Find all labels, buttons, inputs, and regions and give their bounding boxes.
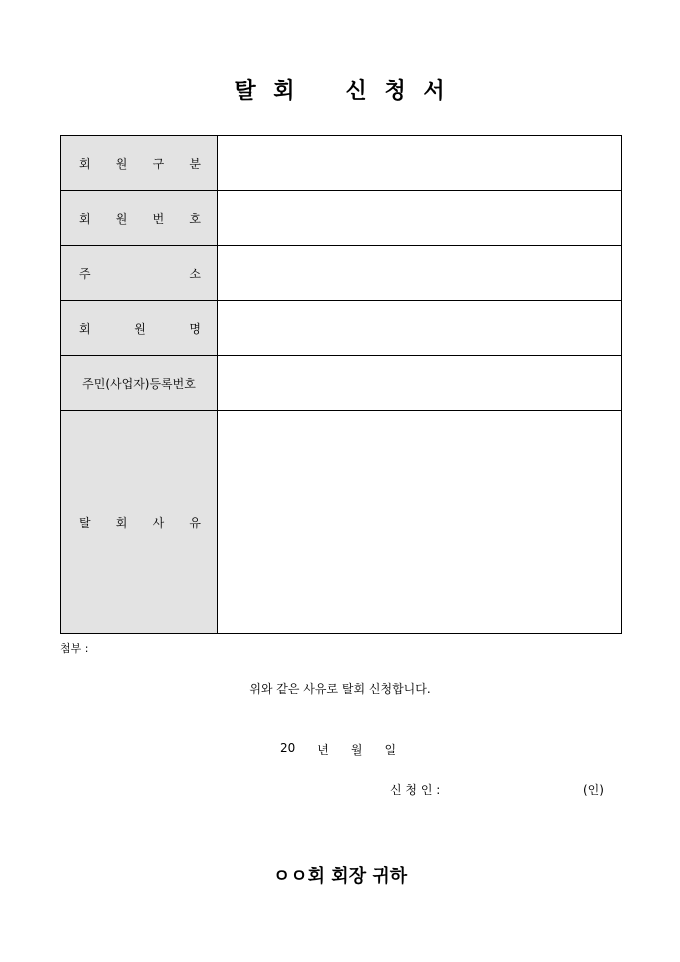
label-char: 원 xyxy=(115,211,128,226)
label-withdrawal-reason xyxy=(61,411,218,634)
form-row-member-number xyxy=(61,191,622,246)
label-char: 분 xyxy=(189,156,201,171)
label-char: 주 xyxy=(79,266,91,281)
withdrawal-reason-field[interactable] xyxy=(218,411,622,634)
label-char: 회 xyxy=(79,156,91,171)
date-year-prefix: 20 xyxy=(280,741,296,755)
form-row-address xyxy=(61,246,622,301)
label-char: 명 xyxy=(189,321,201,336)
form-row-withdrawal-reason xyxy=(61,411,622,634)
label-char: 회 xyxy=(79,211,91,226)
label-char: 회 xyxy=(115,515,128,530)
form-row-member-name xyxy=(61,301,622,356)
recipient-line: ㅇㅇ회 회장 귀하 xyxy=(272,866,408,887)
member-name-field[interactable] xyxy=(218,301,622,356)
seal-label: (인) xyxy=(583,783,604,797)
label-char: 구 xyxy=(152,156,165,171)
label-char: 번 xyxy=(152,211,165,226)
date-month-unit: 월 xyxy=(350,743,363,757)
label-char: 탈 xyxy=(79,515,91,530)
attachment-label: 첨부 : xyxy=(60,642,89,655)
label-char: 사 xyxy=(152,515,165,530)
label-address xyxy=(61,246,218,301)
date-year-unit: 년 xyxy=(317,743,329,757)
label-member-name xyxy=(61,301,218,356)
member-type-field[interactable] xyxy=(218,136,622,191)
label-char: 회 xyxy=(79,321,91,336)
withdrawal-form-table xyxy=(60,135,622,634)
member-number-field[interactable] xyxy=(218,191,622,246)
label-registration-number xyxy=(61,356,218,411)
document-title: 탈 회 신 청 서 xyxy=(234,78,446,104)
date-day-unit: 일 xyxy=(384,743,397,757)
statement-text: 위와 같은 사유로 탈회 신청합니다. xyxy=(249,682,431,696)
label-char: 유 xyxy=(189,515,201,530)
registration-number-field[interactable] xyxy=(218,356,622,411)
label-text: 주민(사업자)등록번호 xyxy=(82,376,196,391)
applicant-label: 신 청 인 : xyxy=(390,783,441,797)
address-field[interactable] xyxy=(218,246,622,301)
label-char: 호 xyxy=(189,211,201,226)
label-char: 원 xyxy=(115,156,128,171)
form-row-registration-number xyxy=(61,356,622,411)
label-char: 원 xyxy=(134,321,146,336)
date-line xyxy=(280,741,396,758)
label-member-number xyxy=(61,191,218,246)
form-row-member-type xyxy=(61,136,622,191)
label-member-type xyxy=(61,136,218,191)
label-char: 소 xyxy=(189,266,201,281)
